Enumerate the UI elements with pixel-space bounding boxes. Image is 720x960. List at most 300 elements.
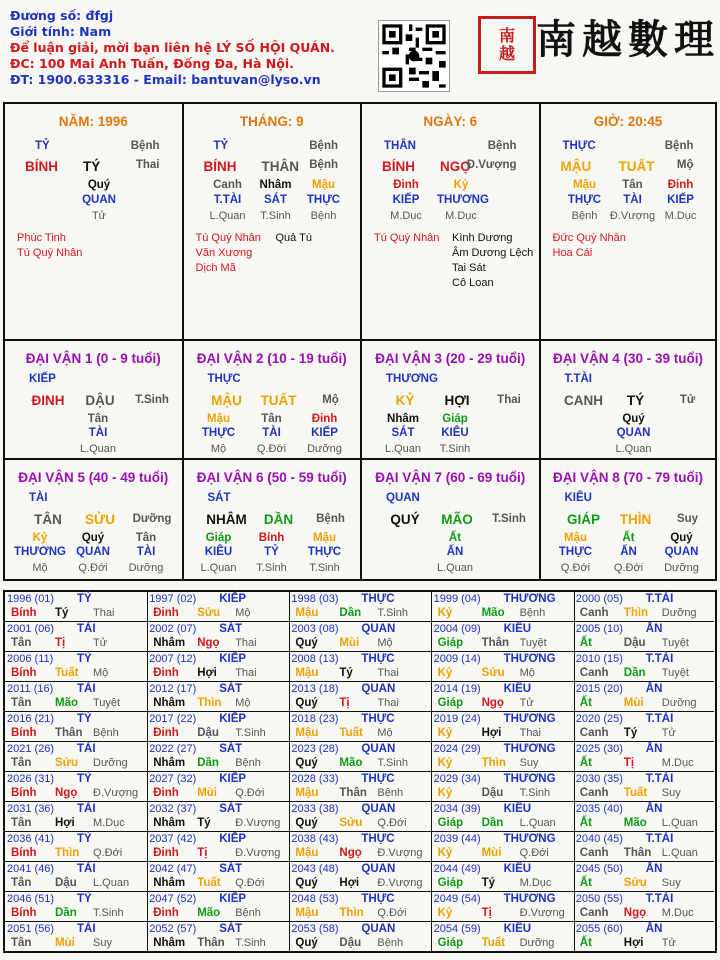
- ten-god: THỰC: [361, 593, 395, 605]
- year-cell: [574, 622, 714, 652]
- ten-god: SÁT: [219, 743, 243, 755]
- year-cell: [289, 772, 432, 802]
- ten-god: KIÊU: [503, 803, 532, 815]
- year-label: 2002 (07): [149, 623, 197, 635]
- year-label: 2005 (10): [575, 623, 623, 635]
- life-stage: Thai: [377, 667, 399, 679]
- year-cell: [5, 592, 148, 622]
- earth-branch: Hợi: [623, 937, 644, 949]
- earth-branch: TUẤT: [260, 393, 297, 408]
- life-stage: Suy: [661, 787, 681, 799]
- year-cell: [5, 862, 148, 892]
- hidden-ten-god: ẤN: [446, 546, 464, 558]
- hidden-life-stage: Bệnh: [310, 210, 337, 222]
- year-cell: [574, 832, 714, 862]
- ten-god: QUAN: [386, 492, 420, 504]
- ten-god: QUAN: [361, 803, 396, 815]
- phone-email[interactable]: ĐT: 1900.633316 - Email: bantuvan@lyso.vn: [10, 72, 321, 87]
- ten-god: T.TÀI: [564, 373, 592, 385]
- life-stage: Q.Đới: [235, 787, 265, 799]
- hidden-ten-god: QUAN: [76, 546, 110, 558]
- ten-god: QUAN: [361, 743, 396, 755]
- heaven-stem: ĐINH: [31, 393, 65, 408]
- earth-branch: Thân: [339, 787, 367, 799]
- life-stage: Bệnh: [235, 757, 261, 769]
- heaven-stem: BÍNH: [382, 159, 415, 174]
- heaven-stem: Quý: [295, 937, 318, 949]
- year-cell: [5, 622, 148, 652]
- hidden-life-stage: M.Dục: [664, 210, 697, 222]
- hidden-ten-god: THỰC: [567, 194, 602, 206]
- dai-van-title: ĐẠI VẬN 3 (20 - 29 tuổi): [375, 351, 526, 366]
- ten-god: TÀI: [77, 923, 96, 935]
- year-label: 2048 (53): [291, 893, 339, 905]
- ten-god: TÀI: [77, 863, 96, 875]
- ten-god: KIÊU: [503, 683, 532, 695]
- heaven-stem: Kỷ: [437, 907, 453, 919]
- ten-god: KIẾP: [219, 653, 247, 665]
- ten-god: THỰC: [207, 373, 241, 385]
- gender: Giới tính: Nam: [10, 24, 112, 39]
- ten-god: T.TÀI: [645, 893, 674, 905]
- year-label: 2019 (24): [433, 713, 481, 725]
- star-item: Âm Dương Lệch: [452, 247, 534, 259]
- life-stage: Q.Đới: [377, 907, 407, 919]
- life-stage: M.Dục: [93, 817, 125, 829]
- star-item: Quả Tú: [275, 232, 312, 244]
- year-label: 2006 (11): [7, 653, 54, 665]
- heaven-stem: Kỷ: [437, 787, 453, 799]
- hidden-stem: Mậu: [573, 179, 596, 191]
- heaven-stem: Kỷ: [437, 667, 453, 679]
- life-stage: Tuyệt: [93, 697, 121, 709]
- earth-branch: Dần: [55, 907, 77, 919]
- ten-god: TỶ: [77, 593, 92, 605]
- life-stage: Đ.Vượng: [377, 877, 423, 889]
- year-cell: [147, 622, 290, 652]
- heaven-stem: Giáp: [437, 877, 464, 889]
- hidden-stem: Mậu: [564, 532, 587, 544]
- ten-god: SÁT: [207, 492, 231, 504]
- life-stage: Mộ: [322, 394, 339, 406]
- ten-god: QUAN: [361, 623, 396, 635]
- ten-god: THÂN: [384, 140, 416, 152]
- life-stage: Bệnh: [93, 727, 119, 739]
- year-cell: [432, 832, 575, 862]
- life-stage: Mộ: [377, 637, 393, 649]
- hidden-ten-god: TÀI: [88, 427, 108, 439]
- life-stage: T.Sinh: [235, 937, 266, 949]
- year-label: 2049 (54): [433, 893, 481, 905]
- ten-god: KIÊU: [564, 492, 592, 504]
- hidden-stem: Canh: [213, 179, 242, 191]
- year-cell: [289, 832, 432, 862]
- earth-branch: Tuất: [623, 787, 648, 799]
- ten-god: TỶ: [77, 653, 92, 665]
- life-stage: Bệnh: [235, 907, 261, 919]
- life-stage: Tuyệt: [661, 637, 689, 649]
- dai-van-cell: [541, 341, 716, 460]
- heaven-stem: Ất: [579, 877, 592, 889]
- year-label: 2003 (08): [291, 623, 339, 635]
- earth-branch: Tý: [339, 667, 353, 679]
- year-label: 2050 (55): [575, 893, 623, 905]
- address: ĐC: 100 Mai Anh Tuấn, Đống Đa, Hà Nội.: [10, 56, 294, 71]
- hidden-life-stage: M.Dục: [390, 210, 422, 222]
- year-label: 2024 (29): [433, 743, 481, 755]
- hidden-stem: Quý: [622, 413, 645, 425]
- year-label: 2021 (26): [7, 743, 55, 755]
- year-label: 2055 (60): [575, 923, 623, 935]
- life-stage: L.Quan: [661, 847, 698, 859]
- hidden-life-stage: Tử: [91, 210, 107, 222]
- year-cell: [432, 772, 575, 802]
- hidden-life-stage: Bệnh: [571, 210, 598, 222]
- star-item: Cô Loan: [452, 277, 494, 289]
- ten-god: KIẾP: [29, 373, 56, 385]
- earth-branch: MÃO: [441, 512, 473, 527]
- owner-name: Đương số: đfgj: [10, 8, 114, 23]
- life-stage: Tử: [661, 937, 676, 949]
- earth-branch: TÝ: [83, 159, 101, 174]
- earth-branch: Tị: [197, 847, 208, 859]
- earth-branch: Tý: [623, 727, 638, 739]
- year-cell: [432, 592, 575, 622]
- earth-branch: SỬU: [85, 512, 115, 527]
- ten-god: KIẾP: [219, 593, 247, 605]
- hidden-stem: Nhâm: [387, 413, 419, 425]
- year-label: 2040 (45): [575, 833, 623, 845]
- life-stage: Q.Đới: [93, 847, 123, 859]
- heaven-stem: Canh: [579, 667, 609, 679]
- life-stage: Mộ: [519, 667, 535, 679]
- heaven-stem: BÍNH: [203, 159, 237, 174]
- heaven-stem: Canh: [579, 907, 609, 919]
- earth-branch: Thân: [481, 637, 510, 649]
- hidden-ten-god: TÀI: [262, 427, 281, 439]
- earth-branch: Ngọ: [197, 637, 220, 649]
- year-label: 1998 (03): [291, 593, 339, 605]
- heaven-stem: Đinh: [153, 727, 179, 739]
- heaven-stem: Đinh: [153, 667, 179, 679]
- hidden-stem: Ất: [448, 532, 462, 544]
- year-label: 2014 (19): [433, 683, 481, 695]
- year-label: 2033 (38): [291, 803, 339, 815]
- ten-god: ẤN: [645, 863, 663, 875]
- hidden-ten-god: KIẾP: [392, 194, 420, 206]
- hidden-stem: Ất: [622, 532, 635, 544]
- year-label: 2044 (49): [433, 863, 481, 875]
- year-label: 2031 (36): [7, 803, 55, 815]
- year-label: 2028 (33): [291, 773, 339, 785]
- life-stage: Tuyệt: [519, 637, 547, 649]
- earth-branch: Mão: [197, 907, 221, 919]
- earth-branch: Dậu: [339, 937, 362, 949]
- dai-van-title: ĐẠI VẬN 6 (50 - 59 tuổi): [196, 470, 347, 485]
- life-stage: L.Quan: [93, 877, 130, 889]
- year-label: 2053 (58): [291, 923, 339, 935]
- year-cell: [147, 652, 290, 682]
- star-item: Đức Quý Nhân: [552, 232, 626, 244]
- earth-branch: Mùi: [339, 637, 360, 649]
- earth-branch: Sửu: [339, 817, 363, 829]
- earth-branch: Mùi: [623, 697, 644, 709]
- heaven-stem: Nhâm: [153, 697, 186, 709]
- dai-van-cell: [362, 460, 541, 579]
- ten-god: THỰC: [361, 833, 395, 845]
- year-cell: [147, 742, 290, 772]
- ten-god: TÀI: [29, 492, 48, 504]
- earth-branch: Tý: [197, 817, 211, 829]
- ten-god: KIẾP: [219, 893, 247, 905]
- year-label: 2012 (17): [149, 683, 197, 695]
- hidden-ten-god: KIẾP: [311, 427, 338, 439]
- ten-god: KIẾP: [219, 713, 247, 725]
- star-item: Dịch Mã: [195, 262, 236, 274]
- life-stage: Tử: [519, 697, 534, 709]
- earth-branch: Hợi: [339, 877, 360, 889]
- earth-branch: THÂN: [261, 159, 299, 174]
- earth-branch: Mão: [481, 607, 505, 619]
- heaven-stem: Bính: [11, 727, 37, 739]
- year-label: 2041 (46): [7, 863, 55, 875]
- heaven-stem: MẬU: [560, 159, 592, 174]
- hidden-ten-god: SÁT: [264, 194, 287, 206]
- heaven-stem: BÍNH: [25, 159, 58, 174]
- life-stage: Đ.Vượng: [235, 847, 281, 859]
- ten-god: KIÊU: [503, 863, 532, 875]
- life-stage: T.Sinh: [492, 513, 526, 525]
- seal-char: 南: [498, 26, 515, 45]
- life-stage: Bệnh: [130, 140, 160, 152]
- heaven-stem: Kỷ: [437, 847, 453, 859]
- life-stage: T.Sinh: [135, 394, 169, 406]
- heaven-stem: Canh: [579, 787, 609, 799]
- year-cell: [147, 892, 290, 922]
- year-cell: [289, 652, 432, 682]
- year-label: 2023 (28): [291, 743, 339, 755]
- ten-god: ẤN: [645, 923, 663, 935]
- dai-van-cell: [5, 460, 184, 579]
- hidden-life-stage: L.Quan: [384, 443, 422, 455]
- heaven-stem: Đinh: [153, 607, 179, 619]
- hidden-life-stage: T.Sinh: [439, 443, 471, 455]
- year-cell: [5, 832, 148, 862]
- earth-branch: Dần: [481, 817, 504, 829]
- earth-branch: Tuất: [339, 727, 363, 739]
- heaven-stem: TÂN: [34, 512, 62, 527]
- ten-god: THƯƠNG: [503, 653, 556, 665]
- pillar-cell: [362, 104, 541, 341]
- year-cell: [289, 592, 432, 622]
- life-stage: Thai: [93, 607, 115, 619]
- year-cell: [432, 862, 575, 892]
- year-label: 2022 (27): [149, 743, 197, 755]
- year-label: 2035 (40): [575, 803, 623, 815]
- heaven-stem: Mậu: [295, 907, 319, 919]
- hidden-life-stage: L.Quan: [436, 562, 474, 574]
- hidden-ten-god: QUAN: [82, 194, 116, 206]
- year-cell: [147, 832, 290, 862]
- hidden-ten-god: TỶ: [264, 546, 279, 558]
- life-stage: L.Quan: [519, 817, 556, 829]
- earth-branch: Thìn: [55, 847, 80, 859]
- earth-branch: Dậu: [623, 637, 646, 649]
- year-label: 2045 (50): [575, 863, 623, 875]
- ten-god: T.TÀI: [645, 713, 674, 725]
- heaven-stem: Bính: [11, 907, 37, 919]
- hidden-stem: Quý: [81, 532, 105, 544]
- hidden-life-stage: Dưỡng: [307, 443, 342, 455]
- star-item: Hoa Cái: [552, 247, 593, 259]
- life-stage: Suy: [676, 513, 699, 525]
- ten-god: THỰC: [361, 773, 395, 785]
- heaven-stem: Giáp: [437, 637, 464, 649]
- heaven-stem: Bính: [11, 847, 37, 859]
- heaven-stem: Quý: [295, 637, 318, 649]
- heaven-stem: Quý: [295, 757, 318, 769]
- hidden-life-stage: Q.Đới: [560, 562, 591, 574]
- heaven-stem: Canh: [579, 607, 609, 619]
- life-stage: Bệnh: [316, 513, 345, 525]
- dai-van-cell: [362, 341, 541, 460]
- hidden-life-stage: T.Sinh: [260, 210, 291, 222]
- year-cell: [289, 802, 432, 832]
- year-label: 2015 (20): [575, 683, 623, 695]
- earth-branch: Dậu: [55, 877, 77, 889]
- heaven-stem: Mậu: [295, 607, 319, 619]
- life-stage: Dưỡng: [93, 757, 128, 769]
- red-seal: [478, 16, 536, 74]
- star-item: Tú Quý Nhân: [374, 232, 440, 244]
- earth-branch: Thân: [623, 847, 652, 859]
- heaven-stem: Nhâm: [153, 877, 186, 889]
- earth-branch: Mão: [55, 697, 78, 709]
- earth-branch: Tị: [623, 757, 635, 769]
- heaven-stem: Ất: [579, 757, 592, 769]
- year-cell: [432, 922, 575, 952]
- pillar-title: THÁNG: 9: [239, 114, 304, 129]
- heaven-stem: Mậu: [295, 847, 319, 859]
- heaven-stem: Tân: [11, 877, 32, 889]
- hidden-stem: Quý: [87, 179, 111, 191]
- hidden-stem: Đinh: [667, 179, 694, 191]
- pillar-title: NGÀY: 6: [423, 114, 478, 129]
- hidden-life-stage: Mộ: [210, 443, 227, 455]
- ten-god: QUAN: [361, 863, 396, 875]
- ten-god: T.TÀI: [645, 773, 674, 785]
- year-cell: [574, 892, 714, 922]
- hidden-ten-god: THƯƠNG: [14, 546, 66, 558]
- life-stage: Suy: [661, 877, 681, 889]
- hidden-life-stage: T.Sinh: [309, 562, 340, 574]
- qr-code-icon[interactable]: [378, 20, 450, 92]
- heaven-stem: Bính: [11, 667, 37, 679]
- ten-god: TỶ: [77, 833, 92, 845]
- hidden-stem: Tân: [261, 413, 282, 425]
- ten-god: TỶ: [35, 140, 50, 152]
- life-stage: Dưỡng: [661, 607, 697, 619]
- year-label: 2016 (21): [7, 713, 55, 725]
- hidden-stem: Tân: [135, 532, 157, 544]
- heaven-stem: Nhâm: [153, 817, 186, 829]
- year-label: 2030 (35): [575, 773, 623, 785]
- earth-branch: TÝ: [626, 393, 645, 408]
- hidden-ten-god: KIẾP: [667, 194, 694, 206]
- dai-van-cell: [184, 341, 363, 460]
- life-stage: Dưỡng: [519, 937, 555, 949]
- year-cell: [5, 742, 148, 772]
- ten-god: THỰC: [562, 140, 596, 152]
- year-cell: [574, 682, 714, 712]
- hidden-stem: Kỷ: [32, 532, 48, 544]
- hidden-stem: Mậu: [312, 179, 335, 191]
- heaven-stem: Giáp: [437, 697, 464, 709]
- heaven-stem: Giáp: [437, 817, 464, 829]
- year-label: 2001 (06): [7, 623, 55, 635]
- hidden-life-stage: Dưỡng: [664, 562, 699, 574]
- ten-god: T.TÀI: [645, 593, 674, 605]
- earth-branch: NGỌ: [440, 159, 471, 174]
- earth-branch: TUẤT: [618, 159, 655, 174]
- life-stage: Suy: [519, 757, 539, 769]
- ten-god: TÀI: [77, 683, 96, 695]
- star-item: Phúc Tinh: [17, 232, 66, 244]
- heaven-stem: Đinh: [153, 907, 179, 919]
- earth-branch: Dậu: [481, 787, 504, 799]
- hidden-life-stage: Q.Đới: [613, 562, 644, 574]
- year-label: 2034 (39): [433, 803, 481, 815]
- ten-god: SÁT: [219, 863, 243, 875]
- earth-branch: Dần: [339, 607, 362, 619]
- heaven-stem: Quý: [295, 877, 318, 889]
- heaven-stem: Canh: [579, 727, 609, 739]
- year-label: 1996 (01): [7, 593, 55, 605]
- heaven-stem: Ất: [579, 637, 592, 649]
- heaven-stem: Mậu: [295, 667, 319, 679]
- life-stage: Suy: [93, 937, 112, 949]
- earth-branch: Hợi: [197, 667, 217, 679]
- life-stage: Thai: [377, 697, 399, 709]
- year-cell: [5, 922, 148, 952]
- life-stage: Thai: [519, 727, 541, 739]
- hidden-stem: Bính: [258, 532, 285, 544]
- year-cell: [147, 862, 290, 892]
- life-stage: Mộ: [235, 607, 251, 619]
- year-cell: [5, 682, 148, 712]
- year-cell: [289, 742, 432, 772]
- year-cell: [289, 682, 432, 712]
- year-cell: [5, 802, 148, 832]
- ten-god: THỰC: [361, 653, 395, 665]
- life-stage: Thai: [235, 667, 257, 679]
- earth-branch: Tý: [55, 607, 69, 619]
- life-stage: Q.Đới: [235, 877, 265, 889]
- star-item: Kình Dương: [452, 232, 513, 244]
- dai-van-title: ĐẠI VẬN 1 (0 - 9 tuổi): [25, 351, 161, 366]
- heaven-stem: Ất: [579, 937, 592, 949]
- year-cell: [289, 862, 432, 892]
- year-cell: [432, 712, 575, 742]
- earth-branch: Dậu: [197, 727, 219, 739]
- pillar-cell: [184, 104, 363, 341]
- heaven-stem: MẬU: [211, 393, 242, 408]
- pillar-title: NĂM: 1996: [58, 114, 128, 129]
- year-cell: [147, 772, 290, 802]
- hidden-life-stage: Q.Đới: [78, 562, 108, 574]
- year-label: 2032 (37): [149, 803, 197, 815]
- heaven-stem: Nhâm: [153, 637, 186, 649]
